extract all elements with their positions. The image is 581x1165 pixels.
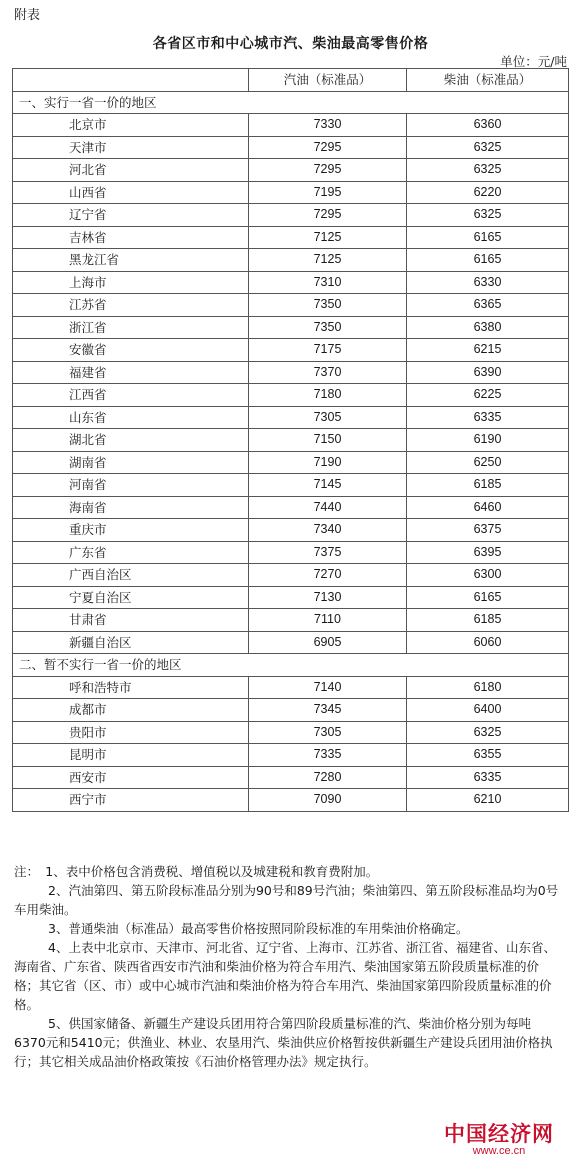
diesel-price-cell: 6460 — [407, 496, 569, 519]
gasoline-price-cell: 7125 — [249, 226, 407, 249]
diesel-price-cell: 6185 — [407, 609, 569, 632]
table-row — [13, 631, 569, 654]
gasoline-price-cell: 7110 — [249, 609, 407, 632]
region-cell: 浙江省 — [13, 316, 249, 339]
region-cell: 辽宁省 — [13, 204, 249, 227]
gasoline-price-cell: 7090 — [249, 789, 407, 812]
gasoline-price-cell: 7350 — [249, 294, 407, 317]
region-cell: 广东省 — [13, 541, 249, 564]
table-row — [13, 451, 569, 474]
table-row — [13, 721, 569, 744]
region-cell: 山东省 — [13, 406, 249, 429]
region-cell: 甘肃省 — [13, 609, 249, 632]
table-row — [13, 226, 569, 249]
table-row — [13, 204, 569, 227]
region-cell: 重庆市 — [13, 519, 249, 542]
gasoline-price-cell: 7270 — [249, 564, 407, 587]
table-row — [13, 676, 569, 699]
region-cell: 江苏省 — [13, 294, 249, 317]
diesel-price-cell: 6215 — [407, 339, 569, 362]
diesel-price-cell: 6365 — [407, 294, 569, 317]
region-cell: 宁夏自治区 — [13, 586, 249, 609]
gasoline-price-cell: 7295 — [249, 159, 407, 182]
gasoline-price-cell: 7295 — [249, 204, 407, 227]
gasoline-price-cell: 7295 — [249, 136, 407, 159]
diesel-price-cell: 6375 — [407, 519, 569, 542]
table-row — [13, 159, 569, 182]
gasoline-price-cell: 7305 — [249, 721, 407, 744]
watermark — [429, 1123, 569, 1157]
region-cell: 吉林省 — [13, 226, 249, 249]
table-row — [13, 429, 569, 452]
gasoline-price-cell: 7190 — [249, 451, 407, 474]
gasoline-price-cell: 7370 — [249, 361, 407, 384]
note-2: 2、汽油第四、第五阶段标准品分别为90号和89号汽油；柴油第四、第五阶段标准品均为0号车用柴油。 — [14, 883, 559, 917]
region-cell: 安徽省 — [13, 339, 249, 362]
diesel-price-cell: 6400 — [407, 699, 569, 722]
diesel-price-cell: 6210 — [407, 789, 569, 812]
gasoline-price-cell: 7150 — [249, 429, 407, 452]
region-cell: 山西省 — [13, 181, 249, 204]
diesel-price-cell: 6060 — [407, 631, 569, 654]
gasoline-price-cell: 7340 — [249, 519, 407, 542]
gasoline-price-cell: 7175 — [249, 339, 407, 362]
gasoline-price-cell: 7140 — [249, 676, 407, 699]
gasoline-price-cell: 7305 — [249, 406, 407, 429]
note-4: 4、上表中北京市、天津市、河北省、辽宁省、上海市、江苏省、浙江省、福建省、山东省、海南省、广东省、陕西省西安市汽油和柴油价格为符合车用汽、柴油国家第五阶段质量标准的价格；其它省（区、市）或中心城市汽油和柴油价格为符合车用汽、柴油国家第四阶段质量标准的价格。 — [14, 940, 556, 1012]
section-heading-row — [13, 91, 569, 114]
region-cell: 湖南省 — [13, 451, 249, 474]
region-cell: 江西省 — [13, 384, 249, 407]
diesel-price-cell: 6225 — [407, 384, 569, 407]
appendix-label: 附表 — [14, 8, 41, 23]
gasoline-price-cell: 7350 — [249, 316, 407, 339]
table-row — [13, 294, 569, 317]
watermark-logo: 中国经济网 — [444, 1121, 554, 1146]
diesel-price-cell: 6355 — [407, 744, 569, 767]
diesel-price-cell: 6250 — [407, 451, 569, 474]
table-row — [13, 361, 569, 384]
section-heading-row — [13, 654, 569, 677]
region-cell: 黑龙江省 — [13, 249, 249, 272]
region-cell: 成都市 — [13, 699, 249, 722]
region-cell: 新疆自治区 — [13, 631, 249, 654]
gasoline-price-cell: 7180 — [249, 384, 407, 407]
diesel-price-cell: 6190 — [407, 429, 569, 452]
region-cell: 福建省 — [13, 361, 249, 384]
gasoline-price-cell: 7345 — [249, 699, 407, 722]
table-row — [13, 339, 569, 362]
table-row — [13, 744, 569, 767]
diesel-price-cell: 6165 — [407, 249, 569, 272]
diesel-price-cell: 6335 — [407, 406, 569, 429]
table-row — [13, 541, 569, 564]
header-cell-region — [13, 69, 249, 92]
diesel-price-cell: 6220 — [407, 181, 569, 204]
table-row — [13, 384, 569, 407]
note-5: 5、供国家储备、新疆生产建设兵团用符合第四阶段质量标准的汽、柴油价格分别为每吨6370元和5410元；供渔业、林业、农垦用汽、柴油供应价格暂按供新疆生产建设兵团用油价格执行；其它相关成品油价格政策按《石油价格管理办法》规定执行。 — [14, 1016, 553, 1069]
region-cell: 北京市 — [13, 114, 249, 137]
table-row — [13, 316, 569, 339]
table-row — [13, 136, 569, 159]
region-cell: 西安市 — [13, 766, 249, 789]
notes-section — [14, 862, 562, 1071]
gasoline-price-cell: 7440 — [249, 496, 407, 519]
region-cell: 河南省 — [13, 474, 249, 497]
header-cell-diesel: 柴油（标准品） — [407, 69, 569, 92]
page-title: 各省区市和中心城市汽、柴油最高零售价格 — [152, 36, 429, 52]
watermark-url: www.ce.cn — [472, 1145, 526, 1157]
price-table — [12, 68, 569, 812]
diesel-price-cell: 6300 — [407, 564, 569, 587]
region-cell: 海南省 — [13, 496, 249, 519]
note-1: 注： 1、表中价格包含消费税、增值税以及城建税和教育费附加。 — [14, 864, 379, 879]
gasoline-price-cell: 7145 — [249, 474, 407, 497]
diesel-price-cell: 6390 — [407, 361, 569, 384]
table-row — [13, 406, 569, 429]
table-row — [13, 249, 569, 272]
table-row — [13, 181, 569, 204]
region-cell: 河北省 — [13, 159, 249, 182]
gasoline-price-cell: 7280 — [249, 766, 407, 789]
region-cell: 上海市 — [13, 271, 249, 294]
diesel-price-cell: 6185 — [407, 474, 569, 497]
table-row — [13, 564, 569, 587]
diesel-price-cell: 6360 — [407, 114, 569, 137]
diesel-price-cell: 6325 — [407, 721, 569, 744]
region-cell: 西宁市 — [13, 789, 249, 812]
note-3: 3、普通柴油（标准品）最高零售价格按照同阶段标准的车用柴油价格确定。 — [48, 921, 469, 936]
region-cell: 呼和浩特市 — [13, 676, 249, 699]
gasoline-price-cell: 6905 — [249, 631, 407, 654]
table-row — [13, 766, 569, 789]
table-row — [13, 496, 569, 519]
table-row — [13, 519, 569, 542]
diesel-price-cell: 6325 — [407, 204, 569, 227]
diesel-price-cell: 6165 — [407, 586, 569, 609]
region-cell: 贵阳市 — [13, 721, 249, 744]
table-row — [13, 609, 569, 632]
table-row — [13, 789, 569, 812]
region-cell: 昆明市 — [13, 744, 249, 767]
region-cell: 天津市 — [13, 136, 249, 159]
gasoline-price-cell: 7375 — [249, 541, 407, 564]
diesel-price-cell: 6180 — [407, 676, 569, 699]
gasoline-price-cell: 7130 — [249, 586, 407, 609]
diesel-price-cell: 6395 — [407, 541, 569, 564]
diesel-price-cell: 6330 — [407, 271, 569, 294]
gasoline-price-cell: 7195 — [249, 181, 407, 204]
diesel-price-cell: 6165 — [407, 226, 569, 249]
diesel-price-cell: 6380 — [407, 316, 569, 339]
header-cell-gasoline: 汽油（标准品） — [249, 69, 407, 92]
diesel-price-cell: 6325 — [407, 136, 569, 159]
gasoline-price-cell: 7310 — [249, 271, 407, 294]
table-header-row — [13, 69, 569, 92]
diesel-price-cell: 6335 — [407, 766, 569, 789]
region-cell: 广西自治区 — [13, 564, 249, 587]
table-row — [13, 586, 569, 609]
unit-label: 单位：元/吨 — [500, 54, 567, 69]
gasoline-price-cell: 7330 — [249, 114, 407, 137]
table-row — [13, 699, 569, 722]
gasoline-price-cell: 7125 — [249, 249, 407, 272]
table-row — [13, 114, 569, 137]
table-row — [13, 474, 569, 497]
diesel-price-cell: 6325 — [407, 159, 569, 182]
section-heading: 一、实行一省一价的地区 — [13, 91, 569, 114]
gasoline-price-cell: 7335 — [249, 744, 407, 767]
region-cell: 湖北省 — [13, 429, 249, 452]
table-row — [13, 271, 569, 294]
section-heading: 二、暂不实行一省一价的地区 — [13, 654, 569, 677]
